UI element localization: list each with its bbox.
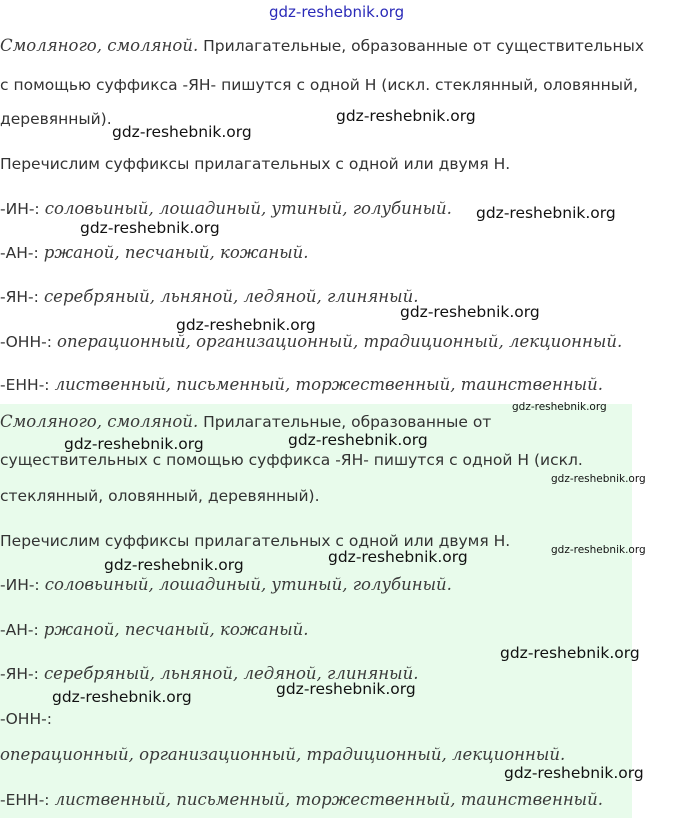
suffix-examples: соловьиный, лошадиный, утиный, голубиный.: [44, 199, 452, 218]
suffix-label: -АН-:: [0, 621, 39, 639]
suffix-label: -ЯН-:: [0, 288, 39, 306]
suffix-row-yan: [0, 287, 418, 306]
watermark: gdz-reshebnik.org: [512, 401, 607, 413]
list-title: Перечислим суффиксы прилагательных с одной или двумя Н.: [0, 155, 511, 173]
rule-text: Прилагательные, образованные от: [198, 413, 492, 431]
watermark: gdz-reshebnik.org: [551, 473, 646, 485]
suffix-examples: лиственный, письменный, торжественный, таинственный.: [54, 790, 603, 809]
suffix-label: -ИН-:: [0, 576, 40, 594]
watermark: gdz-reshebnik.org: [112, 123, 252, 141]
example-words: Смоляного, смоляной.: [0, 412, 199, 431]
suffix-label: -ОНН-:: [0, 710, 52, 728]
watermark: gdz-reshebnik.org: [269, 3, 405, 21]
watermark: gdz-reshebnik.org: [500, 644, 640, 662]
watermark: gdz-reshebnik.org: [551, 544, 646, 556]
paragraph-line: [0, 36, 644, 55]
watermark: gdz-reshebnik.org: [104, 556, 244, 574]
watermark: gdz-reshebnik.org: [336, 107, 476, 125]
suffix-label: -АН-:: [0, 244, 39, 262]
suffix-label: -ИН-:: [0, 200, 40, 218]
suffix-row-enn: [0, 790, 603, 809]
watermark: gdz-reshebnik.org: [276, 680, 416, 698]
suffix-label: -ЯН-:: [0, 665, 39, 683]
suffix-row-onn: [0, 332, 622, 351]
suffix-examples: соловьиный, лошадиный, утиный, голубиный.: [44, 575, 452, 594]
rule-text: Прилагательные, образованные от существительных: [198, 37, 645, 55]
suffix-examples: операционный, организационный, традиционный, лекционный.: [57, 332, 623, 351]
suffix-examples: ржаной, песчаный, кожаный.: [43, 243, 309, 262]
suffix-row-enn: [0, 375, 603, 394]
watermark: gdz-reshebnik.org: [288, 431, 428, 449]
watermark: gdz-reshebnik.org: [64, 435, 204, 453]
suffix-row-in: [0, 199, 452, 218]
suffix-examples: серебряный, льняной, ледяной, глиняный.: [43, 664, 419, 683]
suffix-label: -ОНН-:: [0, 333, 52, 351]
suffix-row-an: [0, 243, 309, 262]
paragraph-line: существительных с помощью суффикса -ЯН- пишутся с одной Н (искл.: [0, 451, 583, 469]
suffix-label: -ЕНН-:: [0, 376, 50, 394]
suffix-row-an: [0, 620, 309, 639]
watermark: gdz-reshebnik.org: [504, 764, 644, 782]
watermark: gdz-reshebnik.org: [176, 316, 316, 334]
paragraph-line: стеклянный, оловянный, деревянный).: [0, 487, 320, 505]
suffix-examples: ржаной, песчаный, кожаный.: [43, 620, 309, 639]
paragraph-line: [0, 412, 491, 431]
example-words: Смоляного, смоляной.: [0, 36, 199, 55]
suffix-examples: операционный, организационный, традиционный, лекционный.: [0, 745, 566, 764]
watermark: gdz-reshebnik.org: [400, 303, 540, 321]
list-title: Перечислим суффиксы прилагательных с одной или двумя Н.: [0, 532, 511, 550]
paragraph-line: с помощью суффикса -ЯН- пишутся с одной Н (искл. стеклянный, оловянный,: [0, 76, 639, 94]
watermark: gdz-reshebnik.org: [328, 548, 468, 566]
paragraph-line: деревянный).: [0, 110, 112, 128]
suffix-examples: серебряный, льняной, ледяной, глиняный.: [43, 287, 419, 306]
suffix-examples: лиственный, письменный, торжественный, таинственный.: [54, 375, 603, 394]
watermark: gdz-reshebnik.org: [52, 688, 192, 706]
suffix-row-in: [0, 575, 452, 594]
suffix-label: -ЕНН-:: [0, 791, 50, 809]
watermark: gdz-reshebnik.org: [476, 204, 616, 222]
watermark: gdz-reshebnik.org: [80, 219, 220, 237]
